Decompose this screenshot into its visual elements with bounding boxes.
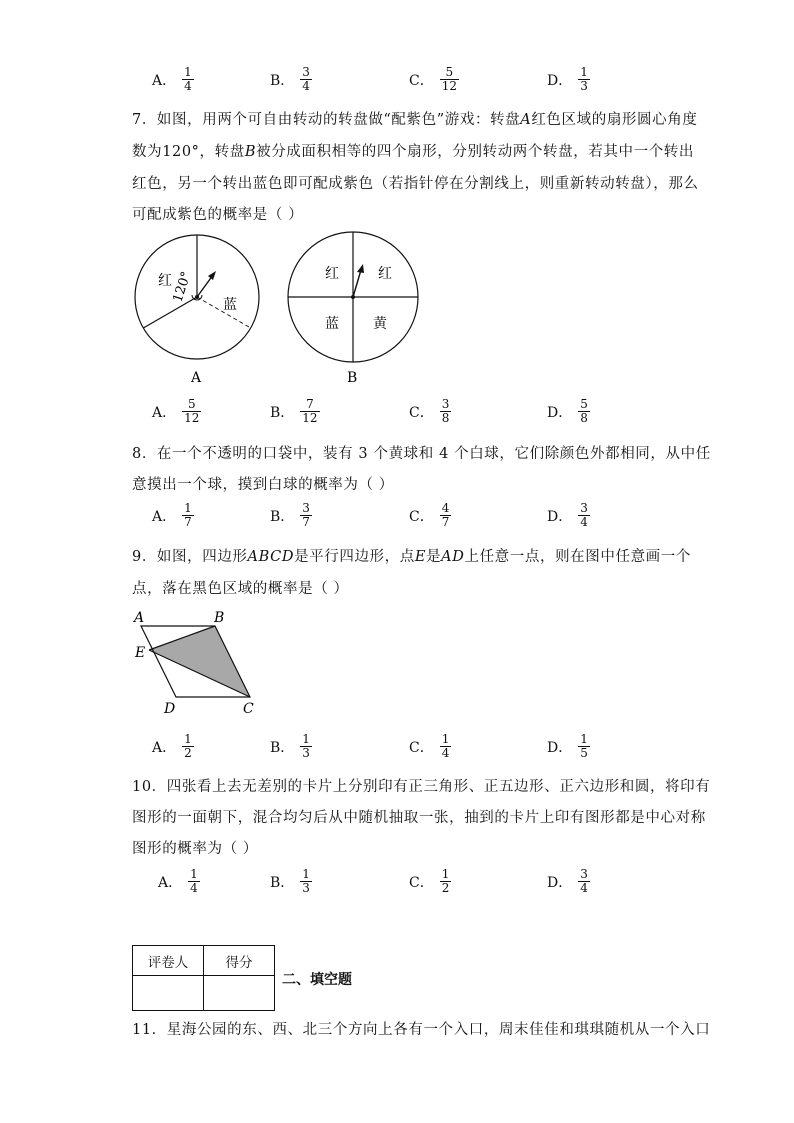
q9-parallelogram-diagram [128, 605, 268, 720]
option-label: B． [270, 739, 295, 756]
spinner-b-top-left-label: 红 [325, 266, 339, 282]
spinner-a-angle-label: 120° [170, 269, 195, 305]
vertex-d-label: D [164, 701, 176, 717]
option-fraction: $\frac{1}{3}$ [302, 732, 310, 760]
option-label: B． [270, 874, 295, 891]
q7-option-b[interactable] [270, 398, 320, 425]
vertex-a-label: A [134, 610, 145, 626]
option-label: C． [409, 739, 434, 756]
option-label: A． [152, 508, 177, 525]
option-fraction: $\frac{5}{8}$ [580, 397, 588, 425]
option-fraction: $\frac{3}{4}$ [580, 867, 588, 895]
q8-option-a[interactable] [152, 502, 194, 529]
option-fraction: $\frac{1}{4}$ [184, 65, 192, 93]
q9-line-2: 点，落在黑色区域的概率是（ ） [132, 581, 349, 597]
q7-option-c[interactable] [409, 398, 451, 425]
spinner-a [135, 235, 259, 386]
option-fraction: $\frac{1}{2}$ [184, 732, 192, 760]
option-fraction: $\frac{4}{7}$ [441, 501, 450, 529]
q6-option-d[interactable] [547, 66, 590, 93]
q7-line-4: 可配成紫色的概率是（ ） [132, 207, 304, 223]
spinner-b-bottom-left-label: 蓝 [325, 316, 339, 332]
option-fraction: $\frac{7}{12}$ [302, 397, 318, 425]
option-label: B． [270, 508, 295, 525]
vertex-b-label: B [214, 610, 225, 626]
q9-option-a[interactable] [152, 733, 194, 760]
q8-line-1: 8．在一个不透明的口袋中，装有 3 个黄球和 4 个白球，它们除颜色外都相同，从中任 [132, 446, 711, 462]
q10-line-3: 图形的概率为（ ） [132, 841, 259, 857]
q10-line-2: 图形的一面朝下，混合均匀后从中随机抽取一张，抽到的卡片上印有图形都是中心对称 [132, 810, 706, 826]
option-label: D． [547, 508, 573, 525]
option-label: D． [547, 404, 573, 421]
q6-option-b[interactable] [270, 66, 312, 93]
option-label: A． [152, 739, 177, 756]
q8-line-2: 意摸出一个球，摸到白球的概率为（ ） [132, 477, 394, 493]
option-label: B． [270, 404, 295, 421]
option-fraction: $\frac{1}{3}$ [302, 867, 310, 895]
spinner-b [288, 232, 418, 386]
q8-option-b[interactable] [270, 502, 312, 529]
q7-spinner-diagram [120, 225, 440, 395]
option-fraction: $\frac{5}{12}$ [441, 65, 457, 93]
q7-option-d[interactable] [547, 398, 590, 425]
score-cell[interactable] [204, 976, 275, 1011]
option-label: D． [547, 874, 573, 891]
option-fraction: $\frac{3}{8}$ [441, 397, 450, 425]
spinner-a-blue-label: 蓝 [223, 297, 237, 313]
q7-line-1: 7．如图，用两个可自由转动的转盘做“配紫色”游戏：转盘A红色区域的扇形圆心角度 [132, 112, 698, 128]
option-label: C． [409, 72, 434, 89]
shaded-triangle [149, 626, 250, 697]
option-fraction: $\frac{1}{4}$ [441, 732, 450, 760]
section-title: 二、填空题 [282, 972, 352, 988]
option-fraction: $\frac{3}{4}$ [580, 501, 588, 529]
option-fraction: $\frac{1}{4}$ [190, 867, 198, 895]
q9-option-c[interactable] [409, 733, 451, 760]
vertex-e-label: E [135, 645, 146, 661]
q10-option-c[interactable] [409, 868, 451, 895]
option-label: B． [270, 72, 295, 89]
grader-header: 评卷人 [133, 946, 204, 976]
q8-option-c[interactable] [409, 502, 451, 529]
option-label: A． [158, 874, 183, 891]
option-label: A． [152, 72, 177, 89]
grader-cell[interactable] [133, 976, 204, 1011]
q7-line-3: 红色，另一个转出蓝色即可配成紫色（若指针停在分割线上，则重新转动转盘），那么 [132, 176, 699, 192]
option-fraction: $\frac{5}{12}$ [184, 397, 200, 425]
q10-line-1: 10．四张看上去无差别的卡片上分别印有正三角形、正五边形、正六边形和圆，将印有 [132, 779, 711, 795]
option-label: C． [409, 404, 434, 421]
q7-option-a[interactable] [152, 398, 201, 425]
q10-option-b[interactable] [270, 868, 312, 895]
option-fraction: $\frac{1}{5}$ [580, 732, 588, 760]
score-table [132, 945, 275, 1011]
option-label: C． [409, 508, 434, 525]
q10-option-a[interactable] [158, 868, 200, 895]
q10-option-d[interactable] [547, 868, 590, 895]
option-fraction: $\frac{1}{2}$ [441, 867, 450, 895]
q9-option-d[interactable] [547, 733, 590, 760]
vertex-c-label: C [243, 701, 254, 717]
spinner-a-red-label: 红 [158, 273, 172, 289]
option-fraction: $\frac{1}{3}$ [580, 65, 588, 93]
spinner-b-caption: B [347, 370, 358, 386]
option-label: D． [547, 739, 573, 756]
option-fraction: $\frac{1}{7}$ [184, 501, 192, 529]
q9-line-1: 9．如图，四边形ABCD是平行四边形，点E是AD上任意一点，则在图中任意画一个 [132, 549, 691, 565]
score-header: 得分 [204, 946, 275, 976]
q6-option-c[interactable] [409, 66, 459, 93]
q9-option-b[interactable] [270, 733, 312, 760]
q11-line-1: 11．星海公园的东、西、北三个方向上各有一个入口，周末佳佳和琪琪随机从一个入口 [132, 1022, 711, 1038]
q8-option-d[interactable] [547, 502, 590, 529]
q7-line-2: 数为120°，转盘B被分成面积相等的四个扇形，分别转动两个转盘，若其中一个转出 [132, 144, 694, 160]
option-fraction: $\frac{3}{4}$ [302, 65, 310, 93]
option-label: A． [152, 404, 177, 421]
option-fraction: $\frac{3}{7}$ [302, 501, 310, 529]
spinner-a-caption: A [191, 370, 202, 386]
spinner-b-top-right-label: 红 [378, 266, 392, 282]
option-label: C． [409, 874, 434, 891]
spinner-b-bottom-right-label: 黄 [373, 316, 387, 332]
q6-option-a[interactable] [152, 66, 194, 93]
option-label: D． [547, 72, 573, 89]
